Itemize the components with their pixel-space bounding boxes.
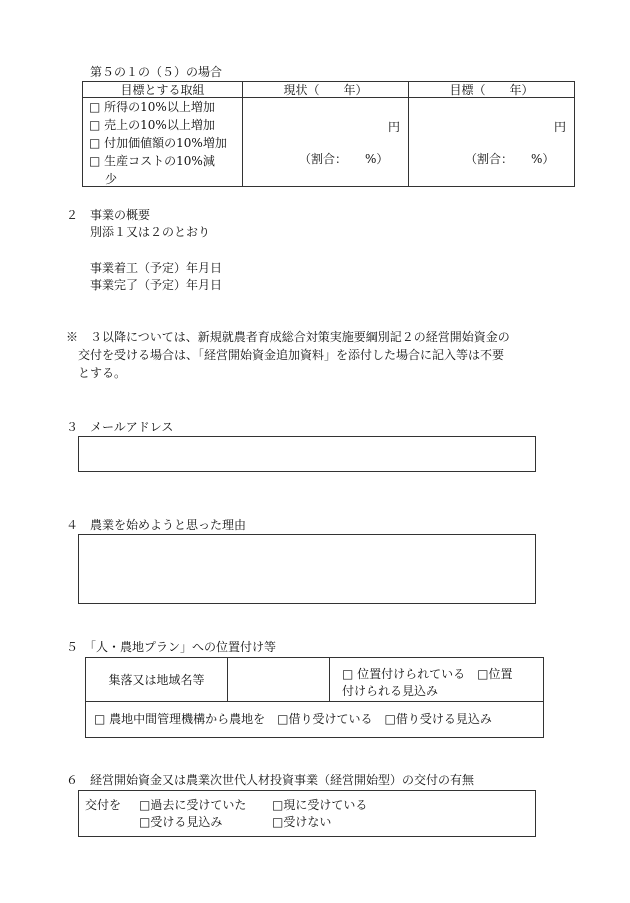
current-ratio: （割合： %） [299,152,389,166]
goal-table-header-goals: 目標とする取組 [83,82,243,98]
area-label: 集落又は地域名等 [108,672,205,687]
goal-option-cost[interactable]: □ 生産コストの10%減 [89,154,215,168]
plan-table [85,657,544,738]
current-value-cell[interactable] [243,98,409,187]
note-line1: ※ ３以降については、新規就農者育成総合対策実施要綱別記２の経営開始資金の [66,330,510,344]
grant-option-past[interactable]: □過去に受けていた [139,798,247,812]
note-line3: とする。 [78,366,127,380]
position-options-line1[interactable]: □ 位置付けられている □位置 [342,667,513,681]
goal-option-cost-cont: 少 [105,172,118,186]
target-yen-unit: 円 [553,120,566,134]
area-label-cell [86,658,228,702]
lease-options[interactable]: □ 農地中間管理機構から農地を □借り受けている □借り受ける見込み [94,712,492,726]
goal-options-cell [83,98,243,187]
goal-option-value-added[interactable]: □ 付加価値額の10%増加 [89,136,227,150]
current-yen-unit: 円 [387,120,400,134]
goal-option-sales[interactable]: □ 売上の10%以上増加 [89,118,215,132]
position-options-line2: 付けられる見込み [342,684,439,698]
section2-end-date: 事業完了（予定）年月日 [90,278,223,292]
goal-table-header-target: 目標（ 年） [409,82,575,98]
position-cell [330,658,544,702]
note-line2: 交付を受ける場合は、「経営開始資金追加資料」を添付した場合に記入等は不要 [78,348,505,362]
goal-section-heading: 第５の１の（５）の場合 [90,65,223,79]
lease-cell [86,702,544,738]
goal-option-income[interactable]: □ 所得の10%以上増加 [89,100,215,114]
section3-title: ３ メールアドレス [66,420,174,434]
section2-title: ２ 事業の概要 [66,208,151,222]
target-value-cell[interactable] [409,98,575,187]
area-name-input[interactable] [228,658,330,702]
grant-option-current[interactable]: □現に受けている [272,798,368,812]
email-input-box[interactable] [78,436,536,472]
goal-table-header-current: 現状（ 年） [243,82,409,98]
goal-table [82,81,575,187]
target-ratio: （割合： %） [465,152,555,166]
reason-input-box[interactable] [78,534,536,604]
grant-prefix: 交付を [85,798,122,812]
grant-option-none[interactable]: □受けない [272,815,332,829]
section6-title: ６ 経営開始資金又は農業次世代人材投資事業（経営開始型）の交付の有無 [66,773,475,787]
section5-title: ５ 「人・農地プラン」への位置付け等 [66,640,277,654]
section2-line1: 別添１又は２のとおり [90,225,211,239]
grant-status-box [78,790,536,837]
section4-title: ４ 農業を始めようと思った理由 [66,518,247,532]
grant-option-expected[interactable]: □受ける見込み [139,815,223,829]
section2-start-date: 事業着工（予定）年月日 [90,261,223,275]
